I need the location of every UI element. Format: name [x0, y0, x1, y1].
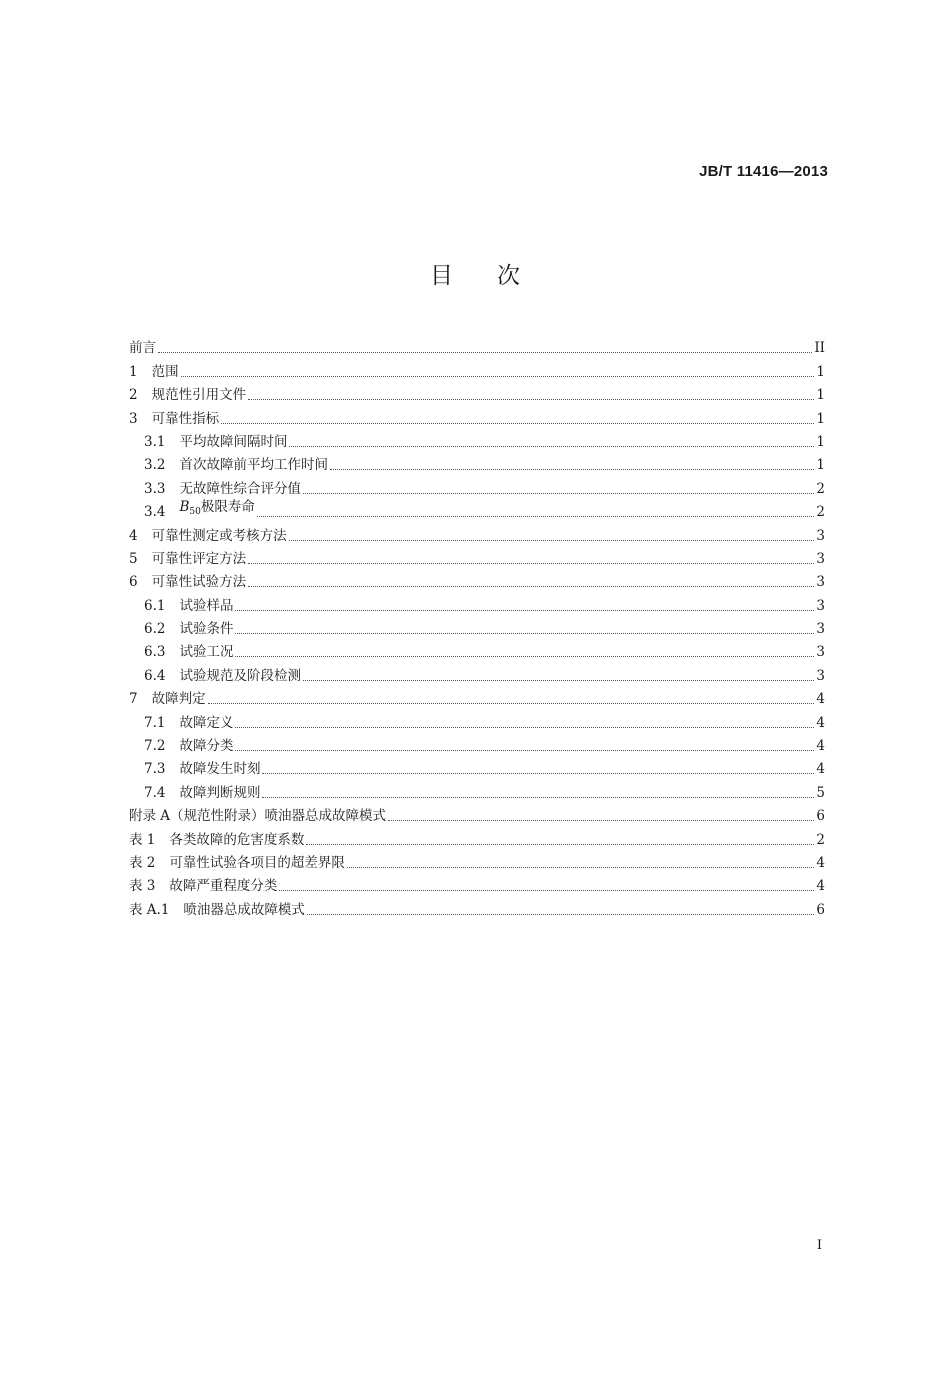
toc-entry-title: 各类故障的危害度系数	[169, 831, 305, 848]
toc-entry-page: 5	[816, 784, 825, 801]
toc-entry-page: 4	[816, 691, 825, 708]
toc-entry-number: 6.1	[144, 597, 166, 614]
toc-entry-subscript: 50	[189, 507, 201, 518]
toc-entry-page: 4	[816, 854, 825, 871]
toc-entry-number: 5	[129, 550, 138, 567]
toc-entry-number: 1	[129, 363, 138, 380]
toc-entry-page: 3	[816, 621, 825, 638]
toc-entry-number: 表 2	[129, 854, 156, 871]
toc-entry-title: 试验样品	[179, 597, 234, 614]
toc-entry[interactable]	[129, 637, 825, 660]
dot-leader	[262, 773, 814, 774]
toc-entry-title: 前言	[129, 340, 156, 357]
toc-entry-title: 喷油器总成故障模式	[183, 901, 305, 918]
dot-leader	[221, 423, 814, 424]
dot-leader	[235, 727, 814, 728]
dot-leader	[307, 914, 814, 915]
toc-entry-title: 可靠性测定或考核方法	[151, 527, 287, 544]
dot-leader	[289, 446, 814, 447]
dot-leader	[347, 867, 815, 868]
dot-leader	[388, 820, 814, 821]
toc-entry-number: 7	[129, 691, 138, 708]
toc-entry-number: 7.4	[144, 784, 166, 801]
toc-entry-title: 故障分类	[179, 738, 234, 755]
toc-entry-title: 故障判定	[151, 691, 206, 708]
table-of-contents	[129, 333, 825, 918]
toc-entry-number: 2	[129, 387, 138, 404]
toc-entry[interactable]	[129, 590, 825, 613]
toc-entry-number: 6.3	[144, 644, 166, 661]
dot-leader	[235, 633, 814, 634]
dot-leader	[257, 516, 815, 517]
toc-entry-page: 3	[816, 527, 825, 544]
toc-entry-title: 可靠性试验方法	[151, 574, 247, 591]
toc-entry[interactable]	[129, 544, 825, 567]
toc-entry[interactable]	[129, 473, 825, 496]
toc-entry[interactable]	[129, 871, 825, 894]
toc-entry-title: 试验规范及阶段检测	[179, 667, 301, 684]
toc-entry-page: 4	[816, 878, 825, 895]
toc-entry[interactable]	[129, 824, 825, 847]
dot-leader	[208, 703, 815, 704]
dot-leader	[235, 610, 814, 611]
toc-entry[interactable]	[129, 848, 825, 871]
page-title: 目次	[430, 263, 564, 289]
dot-leader	[235, 750, 814, 751]
toc-entry-title: 故障判断规则	[179, 784, 261, 801]
toc-entry-page: 2	[816, 831, 825, 848]
toc-entry-page: II	[814, 340, 825, 357]
toc-entry-number: 表 1	[129, 831, 156, 848]
dot-leader	[158, 352, 812, 353]
toc-entry[interactable]	[129, 450, 825, 473]
toc-entry-number: 表 3	[129, 878, 156, 895]
toc-entry-page: 3	[816, 644, 825, 661]
toc-entry-number: 7.2	[144, 738, 166, 755]
toc-entry-title: 试验工况	[179, 644, 234, 661]
toc-entry-number: 6	[129, 574, 138, 591]
toc-entry-number: 3	[129, 410, 138, 427]
toc-entry[interactable]	[129, 427, 825, 450]
toc-entry[interactable]	[129, 894, 825, 917]
toc-entry-page: 4	[816, 738, 825, 755]
toc-entry[interactable]	[129, 567, 825, 590]
toc-entry-title-text: 极限寿命	[200, 499, 255, 516]
toc-entry-title: 范围	[151, 363, 179, 380]
dot-leader	[262, 797, 814, 798]
toc-entry-title: 附录 A（规范性附录）喷油器总成故障模式	[129, 808, 387, 825]
toc-entry-title: 试验条件	[179, 621, 234, 638]
toc-entry-number: 7.1	[144, 714, 166, 731]
toc-entry[interactable]	[129, 707, 825, 730]
dot-leader	[248, 586, 814, 587]
toc-entry-title: 平均故障间隔时间	[179, 433, 288, 450]
toc-entry[interactable]	[129, 333, 825, 356]
page-number: I	[816, 1238, 822, 1253]
toc-entry-title: 故障严重程度分类	[169, 878, 278, 895]
toc-entry-page: 4	[816, 761, 825, 778]
toc-entry-page: 3	[816, 574, 825, 591]
toc-entry-title: 规范性引用文件	[151, 387, 247, 404]
toc-entry-page: 1	[816, 363, 825, 380]
toc-entry-page: 6	[816, 808, 825, 825]
toc-entry-title: 首次故障前平均工作时间	[179, 457, 328, 474]
toc-entry[interactable]	[129, 754, 825, 777]
toc-entry-title: 故障定义	[179, 714, 234, 731]
toc-entry-number: 3.1	[144, 433, 166, 450]
toc-entry-title	[179, 499, 254, 520]
toc-entry-number: 3.2	[144, 457, 166, 474]
toc-entry-number: 表 A.1	[129, 901, 170, 918]
toc-entry-page: 1	[816, 387, 825, 404]
toc-entry-number: 6.4	[144, 667, 166, 684]
toc-entry[interactable]	[129, 801, 825, 824]
dot-leader	[303, 493, 814, 494]
toc-entry-number: 6.2	[144, 621, 166, 638]
toc-entry-title: 故障发生时刻	[179, 761, 261, 778]
toc-entry[interactable]	[129, 731, 825, 754]
toc-entry[interactable]	[129, 380, 825, 403]
standard-code: JB/T 11416—2013	[699, 163, 828, 180]
toc-entry[interactable]	[129, 660, 825, 683]
toc-entry-page: 6	[816, 901, 825, 918]
toc-entry[interactable]	[129, 497, 825, 520]
dot-leader	[303, 680, 814, 681]
toc-entry-symbol: B	[179, 499, 190, 516]
toc-entry-page: 3	[816, 667, 825, 684]
toc-entry-title: 可靠性试验各项目的超差界限	[169, 854, 345, 871]
toc-entry-page: 1	[816, 410, 825, 427]
toc-entry-title: 无故障性综合评分值	[179, 480, 301, 497]
dot-leader	[289, 540, 815, 541]
dot-leader	[306, 844, 814, 845]
toc-entry-page: 4	[816, 714, 825, 731]
dot-leader	[248, 399, 814, 400]
dot-leader	[279, 890, 814, 891]
toc-entry[interactable]	[129, 684, 825, 707]
dot-leader	[181, 376, 815, 377]
toc-entry-title: 可靠性评定方法	[151, 550, 247, 567]
toc-entry-page: 2	[816, 504, 825, 521]
toc-entry[interactable]	[129, 520, 825, 543]
toc-entry-page: 2	[816, 480, 825, 497]
dot-leader	[235, 656, 814, 657]
toc-entry-page: 1	[816, 457, 825, 474]
toc-entry[interactable]	[129, 614, 825, 637]
toc-entry-page: 3	[816, 550, 825, 567]
dot-leader	[330, 469, 814, 470]
dot-leader	[248, 563, 814, 564]
toc-entry[interactable]	[129, 403, 825, 426]
toc-entry[interactable]	[129, 356, 825, 379]
toc-entry-number: 3.4	[144, 504, 166, 521]
toc-entry-title: 可靠性指标	[151, 410, 220, 427]
toc-entry-number: 4	[129, 527, 138, 544]
toc-entry-number: 3.3	[144, 480, 166, 497]
toc-entry-number: 7.3	[144, 761, 166, 778]
toc-entry[interactable]	[129, 777, 825, 800]
toc-entry-page: 3	[816, 597, 825, 614]
toc-entry-page: 1	[816, 433, 825, 450]
